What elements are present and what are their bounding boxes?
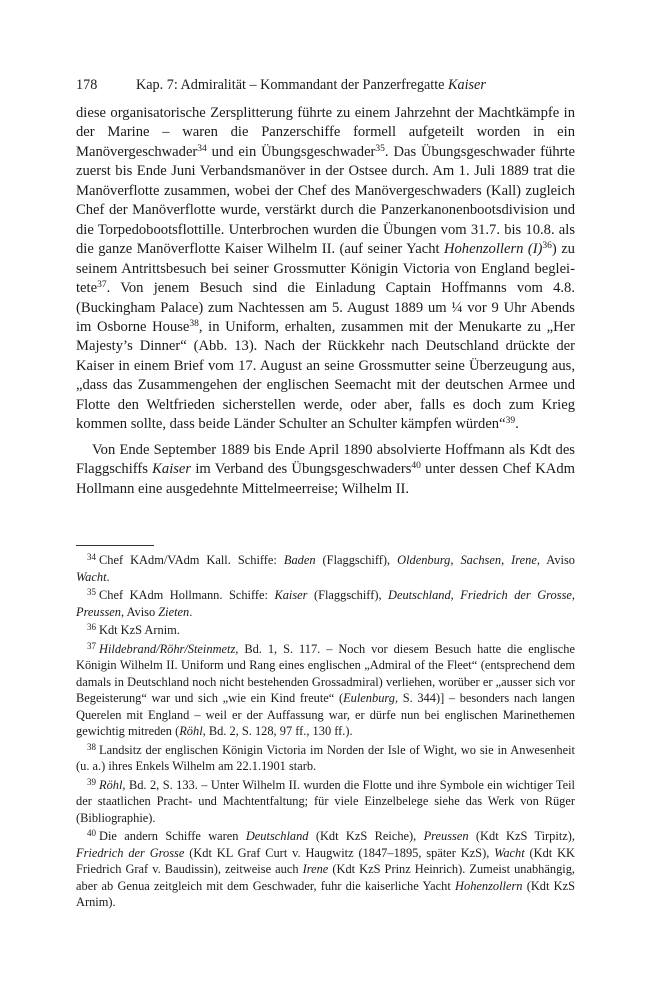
footnote-ref: 35 <box>375 143 385 154</box>
text-run: unter dessen Chef KAdm Hollmann eine ausgedehnte Mittelmeerreise; Wilhelm II. <box>76 461 575 497</box>
text-run: , Bd. 2, S. 128, 97 ff., 130 ff.). <box>202 724 353 738</box>
text-run: Chef KAdm/VAdm Kall. Schiffe: <box>99 553 284 567</box>
text-run: ) zu seinem Antrittsbesuch bei seiner Grossmutter Königin Victoria von England begleitete <box>76 241 575 297</box>
text-run: (Kdt KzS Tirpitz), <box>468 829 575 843</box>
text-run: . <box>515 416 519 433</box>
text-run: , S. 344)] – besonders nach langen Querelen mit England – weil er der Auffassung war, er dürfe nun bei englischen Marinethemen gewichtig mitreden ( <box>76 691 575 738</box>
text-run: (Flaggschiff), <box>315 553 398 567</box>
footnote-number: 40 <box>87 828 96 838</box>
italic-text: Wacht <box>494 845 525 860</box>
italic-text: Hohenzollern <box>455 878 523 893</box>
footnotes <box>76 552 575 913</box>
footnote-number: 35 <box>87 587 96 597</box>
footnote-number: 38 <box>87 741 96 752</box>
italic-text: Deutschland, Friedrich der Grosse, Preussen <box>76 588 575 619</box>
footnote-ref: 36 <box>542 241 552 252</box>
italic-text: Baden <box>283 553 316 567</box>
text-run: im Verband des Übungsgeschwaders <box>191 461 412 478</box>
text-run: (Kdt KK Friedrich Graf v. Baudissin), zeitweise auch <box>76 845 575 876</box>
italic-text: Kaiser <box>152 461 192 478</box>
text-run: (Kdt KzS Reiche), <box>308 829 424 843</box>
text-run: und ein Übungsgeschwader <box>206 143 376 160</box>
footnote-number: 39 <box>87 776 96 787</box>
italic-text: Zieten <box>158 604 190 619</box>
italic-text: Röhl <box>179 724 203 738</box>
running-head <box>76 76 576 94</box>
footnote-40 <box>76 828 575 911</box>
text-run: diese organisatorische Zersplitterung führte zu einem Jahrzehnt der Machtkämpfe in der Marine – waren die Panzerschiffe formell aufgeteilt worden in ein Manövergeschwader <box>76 105 575 160</box>
text-run: , in Uniform, erhalten, zusammen mit der Menukarte zu „Her Majesty’s Dinner“ (Abb. 13). Nach der Rückkehr nach Deutschland drückte der Kaiser in einem Brief vom 17. August an seine Grossmutter seine Überzeugung aus, „dass das Zusammengehen der englischen Seemacht mit der deutschen Armee und Flotte den Weltfrieden sicherstellen werde, oder aber, falls es doch zum Krieg kommen sollte, dass beide Länder Schulter an Schulter kämpfen würden“ <box>76 318 575 433</box>
italic-text: Oldenburg, Sachsen, Irene <box>397 553 537 567</box>
text-run: Kdt KzS Arnim. <box>99 623 180 637</box>
text-run: . <box>106 569 110 584</box>
text-run: , Aviso <box>536 553 575 567</box>
italic-text: Röhl <box>99 777 123 792</box>
footnote-38 <box>76 742 575 775</box>
footnote-ref: 37 <box>97 280 107 291</box>
footnote-ref: 34 <box>197 143 207 154</box>
footnote-ref: 39 <box>505 416 516 427</box>
italic-text: Hohenzollern (I) <box>443 241 543 258</box>
footnote-35 <box>76 587 575 620</box>
footnote-39 <box>76 777 575 827</box>
text-run: (Kdt KzS Arnim). <box>76 878 576 909</box>
text-run: . <box>189 604 193 619</box>
page-number: 178 <box>76 77 98 93</box>
italic-text: Friedrich der Grosse <box>76 845 185 860</box>
italic-text: Deutschland <box>245 829 309 843</box>
text-run: Chef KAdm Hollmann. Schiffe: <box>99 588 275 602</box>
paragraph <box>76 104 575 435</box>
text-run: (Kdt KzS Prinz Heinrich). Zumeist unabhängig, aber ab Genua zeitgleich mit dem Geschwader, fuhr die kaiserliche Yacht <box>76 862 575 893</box>
running-head-title: Kap. 7: Admiralität – Kommandant der Panzerfregatte <box>136 77 445 93</box>
paragraph <box>76 441 575 499</box>
text-run: (Kdt KL Graf Curt v. Haugwitz (1847–1895, später KzS), <box>184 845 495 860</box>
italic-text: Wacht <box>76 569 107 584</box>
italic-text: Irene <box>302 862 329 876</box>
text-run: Die andern Schiffe waren <box>99 829 246 843</box>
footnote-34 <box>76 552 575 585</box>
footnote-number: 37 <box>87 640 96 651</box>
text-run: . Das Übungsgeschwader führte zuerst bis Ende Juni Verbandsmanöver in der Ostsee durch. Am 1. Juli 1889 trat die Manöverflotte zusammen, wobei der Chef des Manövergeschwaders (Kall) zugleich Chef der Manöverflotte wurde, verstärkt durch die Panzerkanonenbootsdivision und die Torpedobootsflottille. Unterbrochen wurden die Übungen vom 31.7. bis 10.8. als die ganze Manöverflotte Kaiser Wilhelm II. (auf seiner Yacht <box>76 143 576 258</box>
text-run: (Flaggschiff), <box>307 588 389 602</box>
italic-text: Preussen <box>423 829 469 843</box>
italic-text: Kaiser <box>274 588 308 602</box>
footnote-number: 36 <box>87 622 96 632</box>
footnote-37 <box>76 641 575 740</box>
italic-text: Hildebrand/Röhr/Steinmetz <box>99 641 236 656</box>
footnote-separator <box>76 545 154 546</box>
text-run: , Aviso <box>120 604 159 619</box>
text-run: . Von jenem Besuch sind die Einladung Captain Hoffmanns vom 4.8. (Buckingham Palace) zum Nachtessen am 5. August 1889 um ¼ vor 9 Uhr Abends im Osborne House <box>76 280 575 335</box>
italic-text: Eulenburg <box>343 691 395 705</box>
running-head-title-italic: Kaiser <box>448 77 486 93</box>
text-run: , Bd. 2, S. 133. – Unter Wilhelm II. wurden die Flotte und ihre Symbole ein wichtiger Teil der staatlichen Pracht- und Machtentfaltung; für viele Einzelbelege siehe das Werk von Rüger (Bibliographie). <box>76 777 575 825</box>
text-run: , Bd. 1, S. 117. – Noch vor diesem Besuch hatte die englische Königin Wilhelm II. Uniform und Rang eines englischen „Admiral of the Fleet“ (entsprechend dem damals in Deutschland noch nicht bestehenden Grossadmiral) verliehen, worüber er „ausser sich vor Begeisterung“ war und sich „wie ein Kind freute“ ( <box>76 641 575 705</box>
main-text <box>76 104 575 499</box>
footnote-ref: 40 <box>411 461 421 472</box>
text-run: Von Ende September 1889 bis Ende April 1890 absolvierte Hoffmann als Kdt des Flaggschiffs <box>76 441 575 478</box>
text-run: Landsitz der englischen Königin Victoria im Norden der Isle of Wight, wo sie in Anwesenheit (u. a.) ihres Enkels Wilhelm am 22.1.1901 starb. <box>76 742 575 773</box>
footnote-ref: 38 <box>189 318 199 329</box>
footnote-number: 34 <box>87 552 96 562</box>
footnote-36 <box>76 622 575 639</box>
